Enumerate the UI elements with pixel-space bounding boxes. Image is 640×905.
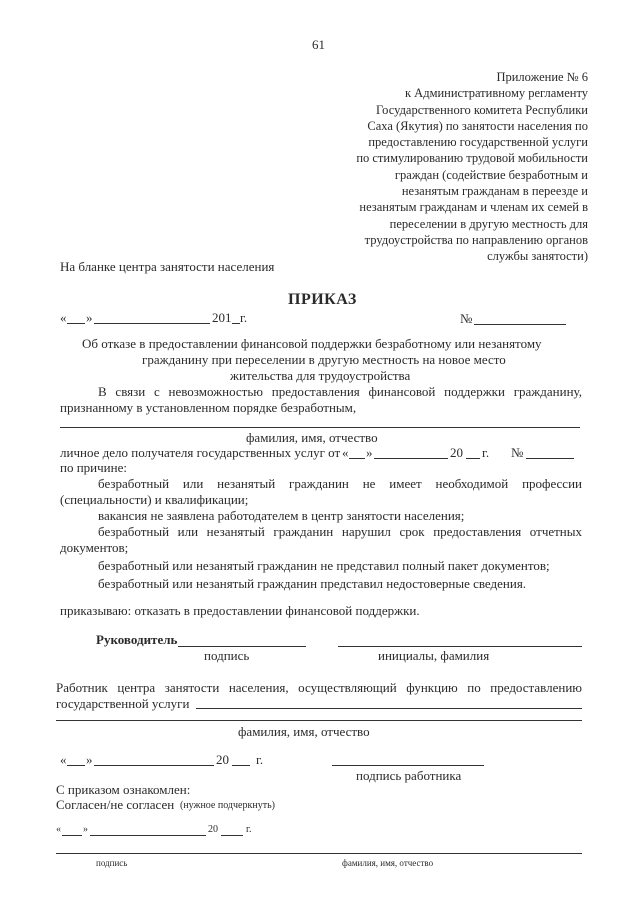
- employee-month-field: [94, 765, 214, 766]
- employee-name-caption: фамилия, имя, отчество: [238, 724, 370, 739]
- appendix-note: [288, 69, 588, 265]
- acquaint-month-field: [90, 835, 206, 836]
- acquaint-name-caption: фамилия, имя, отчество: [342, 858, 434, 868]
- order-number-sign: №: [460, 311, 473, 326]
- reason-item-cont: документов;: [60, 540, 129, 555]
- acquaint-date-open-quote: «: [56, 824, 61, 835]
- reason-label: по причине:: [60, 460, 127, 475]
- employee-date-close-quote: »: [86, 752, 93, 767]
- appendix-line: Приложение № 6: [496, 70, 588, 84]
- order-year-suffix: г.: [240, 310, 248, 325]
- letterhead-note: На бланке центра занятости населения: [60, 259, 275, 274]
- acquaint-year: 20: [208, 824, 218, 835]
- document-title: ПРИКАЗ: [288, 291, 357, 308]
- file-year-suffix: г.: [482, 445, 490, 460]
- appendix-line: Саха (Якутия) по занятости населения по: [367, 118, 588, 133]
- head-sign-caption: подпись: [204, 648, 250, 663]
- reason-item: безработный или незанятый гражданин не представил полный пакет документов;: [98, 558, 550, 573]
- acquaint-year-suffix: г.: [246, 824, 252, 835]
- employee-name-field: [56, 720, 582, 721]
- appendix-line: граждан (содействие безработным и: [394, 167, 588, 182]
- employee-signature-field: [332, 765, 484, 766]
- head-name-field: [338, 646, 582, 647]
- order-year: 201: [212, 310, 232, 325]
- employee-year-suffix: г.: [256, 752, 264, 767]
- file-year-field: [466, 458, 480, 459]
- appendix-line: службы занятости): [487, 249, 588, 264]
- head-name-caption: инициалы, фамилия: [378, 648, 490, 663]
- reason-item: безработный или незанятый гражданин не имеет необходимой профессии: [98, 476, 582, 491]
- file-date-open-quote: «: [342, 445, 349, 460]
- order-date-open-quote: «: [60, 310, 67, 325]
- appendix-line: по стимулированию трудовой мобильности: [356, 151, 588, 166]
- reason-item: безработный или незанятый гражданин нарушил срок предоставления отчетных: [98, 524, 582, 539]
- reason-item: безработный или незанятый гражданин представил недостоверные сведения.: [98, 576, 527, 591]
- appendix-line: переселении в другую местность для: [389, 216, 588, 231]
- employee-line: государственной услуги: [56, 696, 190, 711]
- page-number: 61: [312, 37, 325, 52]
- appendix-line: незанятым гражданам и членам их семей в: [359, 200, 588, 215]
- order-date-close-quote: »: [86, 310, 93, 325]
- citizen-name-caption: фамилия, имя, отчество: [246, 430, 378, 445]
- head-signature-field: [178, 646, 306, 647]
- employee-line: Работник центра занятости населения, осуществляющий функцию по предоставлению: [56, 680, 582, 695]
- appendix-line: Государственного комитета Республики: [376, 102, 588, 117]
- file-month-field: [374, 458, 448, 459]
- citizen-name-field: [60, 427, 580, 428]
- file-year: 20: [450, 445, 463, 460]
- order-day-field: [67, 323, 85, 324]
- acquaint-signature-field: [56, 853, 582, 854]
- subject-line: Об отказе в предоставлении финансовой поддержки безработному или незанятому: [82, 336, 542, 351]
- file-number-sign: №: [511, 445, 524, 460]
- subject-line: жительства для трудоустройства: [230, 368, 411, 383]
- employee-year-field: [232, 765, 250, 766]
- employee-day-field: [67, 765, 85, 766]
- acquaint-date-close-quote: »: [83, 824, 88, 835]
- order-month-field: [94, 323, 210, 324]
- head-label: Руководитель: [96, 632, 178, 647]
- appendix-line: трудоустройства по направлению органов: [364, 232, 588, 247]
- acquaint-day-field: [62, 835, 82, 836]
- reason-item-cont: (специальности) и квалификации;: [60, 492, 249, 507]
- intro-line: признанному в установленном порядке безработным,: [60, 400, 357, 415]
- appendix-line: предоставлению государственной услуги: [368, 135, 588, 150]
- agree-text: Согласен/не согласен: [56, 797, 175, 812]
- order-year-field: [232, 323, 240, 324]
- file-day-field: [349, 458, 365, 459]
- reason-item: вакансия не заявлена работодателем в центр занятости населения;: [98, 508, 465, 523]
- acquaint-line: С приказом ознакомлен:: [56, 782, 191, 797]
- agree-note: (нужное подчеркнуть): [180, 800, 275, 811]
- appendix-line: незанятым гражданам в переезде и: [401, 184, 588, 199]
- appendix-line: к Административному регламенту: [404, 86, 588, 101]
- file-number-field: [526, 458, 574, 459]
- file-date-close-quote: »: [366, 445, 373, 460]
- employee-service-field: [196, 708, 582, 709]
- employee-date-open-quote: «: [60, 752, 67, 767]
- personal-file-text: личное дело получателя государственных услуг от: [60, 445, 341, 460]
- acquaint-year-field: [221, 835, 243, 836]
- employee-sign-caption: подпись работника: [356, 768, 462, 783]
- subject-line: гражданину при переселении в другую местность на новое место: [142, 352, 506, 367]
- acquaint-sign-caption: подпись: [96, 858, 128, 868]
- order-decision: приказываю: отказать в предоставлении финансовой поддержки.: [60, 603, 420, 618]
- intro-line: В связи с невозможностью предоставления финансовой поддержки гражданину,: [98, 384, 582, 399]
- order-number-field: [474, 324, 566, 325]
- employee-year: 20: [216, 752, 229, 767]
